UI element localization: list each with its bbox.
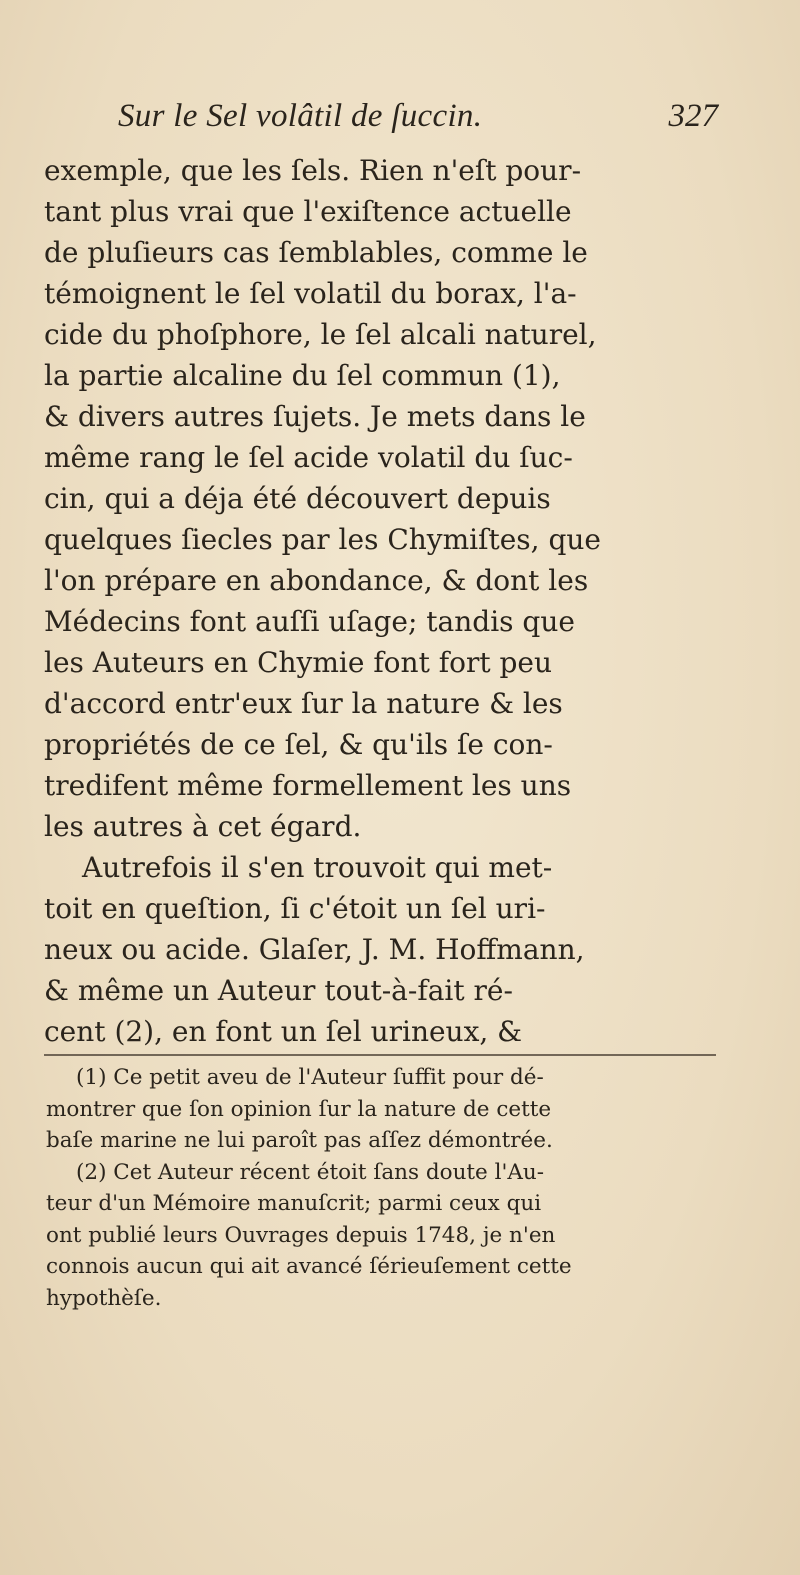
- text-line: les Auteurs en Chymie font fort peu: [44, 646, 553, 679]
- text-line: les autres à cet égard.: [44, 810, 362, 843]
- text-line: l'on prépare en abondance, & dont les: [44, 564, 589, 597]
- footnote-line: (2) Cet Auteur récent étoit ſans doute l'Au-: [76, 1159, 545, 1185]
- footnote-line: montrer que ſon opinion ſur la nature de cette: [46, 1096, 552, 1122]
- text-line: même rang le ſel acide volatil du ſuc-: [44, 441, 573, 474]
- footnote-line: (1) Ce petit aveu de l'Auteur ſuffit pour dé-: [76, 1065, 544, 1090]
- footnote-line: ont publié leurs Ouvrages depuis 1748, je n'en: [46, 1222, 556, 1248]
- text-line: témoignent le ſel volatil du borax, l'a-: [44, 277, 577, 310]
- text-line: Médecins font auſſi uſage; tandis que: [44, 605, 575, 638]
- text-line: quelques ſiecles par les Chymiſtes, que: [44, 523, 602, 556]
- text-line: cide du phoſphore, le ſel alcali naturel,: [44, 318, 597, 351]
- page-number: 327: [668, 98, 718, 134]
- footnote-line: teur d'un Mémoire manuſcrit; parmi ceux qui: [46, 1191, 542, 1216]
- text-line: toit en queſtion, ſi c'étoit un ſel uri-: [44, 892, 546, 925]
- text-line: tant plus vrai que l'exiſtence actuelle: [44, 195, 572, 228]
- text-line: propriétés de ce ſel, & qu'ils ſe con-: [44, 728, 553, 761]
- text-line: cent (2), en font un ſel urineux, &: [44, 1015, 523, 1048]
- text-line: neux ou acide. Glaſer, J. M. Hoffmann,: [44, 933, 585, 966]
- main-text: [44, 150, 716, 1052]
- text-line: la partie alcaline du ſel commun (1),: [44, 359, 561, 392]
- page-header: [118, 98, 718, 142]
- text-line: de pluſieurs cas ſemblables, comme le: [44, 236, 588, 269]
- footnotes: [46, 1062, 716, 1314]
- text-line: tredifent même formellement les uns: [44, 769, 572, 802]
- text-line: exemple, que les ſels. Rien n'eſt pour-: [44, 154, 582, 187]
- text-line: cin, qui a déja été découvert depuis: [44, 482, 551, 515]
- text-line: Autrefois il s'en trouvoit qui met-: [82, 851, 553, 884]
- footnote-line: connois aucun qui ait avancé ſérieuſement cette: [46, 1254, 572, 1279]
- footnote-line: baſe marine ne lui paroît pas aſſez démontrée.: [46, 1128, 553, 1153]
- text-line: & divers autres ſujets. Je mets dans le: [44, 400, 586, 433]
- footnote-line: hypothèſe.: [46, 1285, 162, 1311]
- running-title: Sur le Sel volâtil de ſuccin.: [118, 98, 483, 134]
- text-line: d'accord entr'eux ſur la nature & les: [44, 687, 563, 720]
- footnote-separator: [44, 1054, 716, 1056]
- text-line: & même un Auteur tout-à-fait ré-: [44, 974, 513, 1007]
